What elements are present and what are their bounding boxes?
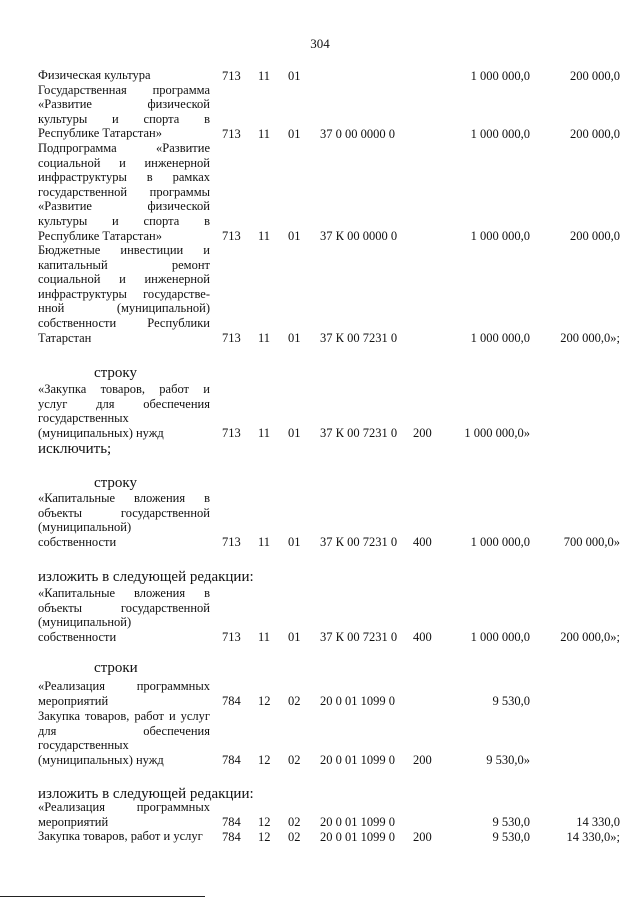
cell-c4: 20 0 01 1099 0 <box>320 753 395 768</box>
cell-c3: 02 <box>288 753 301 768</box>
cell-v2: 14 330,0»; <box>566 829 620 844</box>
row-name <box>38 243 210 345</box>
row-name-line: Республике Татарстан» <box>38 228 162 243</box>
row-name-line: (муниципальных) нужд <box>38 752 164 767</box>
row-name-line: Физическая культура <box>38 68 151 82</box>
row-name-line: «Реализация программных <box>38 800 210 814</box>
row-name-line: капитальный ремонт <box>38 257 210 272</box>
cell-v1: 1 000 000,0 <box>470 229 530 244</box>
row-name-line: культуры и спорта в <box>38 111 210 126</box>
row-name-line: государственных <box>38 738 129 753</box>
cell-c2: 11 <box>258 229 271 244</box>
row-name-line: мероприятий <box>38 693 109 708</box>
section-heading: строки <box>94 660 138 676</box>
cell-c1: 784 <box>222 694 241 709</box>
cell-c3: 01 <box>288 535 301 550</box>
row-name-line: инфраструктуры государстве- <box>38 286 210 301</box>
cell-v2: 200 000,0 <box>570 229 620 244</box>
row-name <box>38 586 210 644</box>
row-name-line: Закупка товаров, работ и услуг <box>38 829 203 843</box>
cell-v1: 1 000 000,0 <box>470 331 530 346</box>
row-name <box>38 709 210 767</box>
section-action: изложить в следующей редакции: <box>38 569 254 585</box>
cell-c1: 713 <box>222 126 241 141</box>
row-name <box>38 491 210 549</box>
cell-v2: 200 000,0»; <box>560 331 620 346</box>
cell-c1: 713 <box>222 68 241 83</box>
cell-c2: 12 <box>258 815 271 830</box>
cell-c4: 20 0 01 1099 0 <box>320 829 395 844</box>
cell-c5: 200 <box>413 753 432 768</box>
cell-c1: 713 <box>222 426 241 441</box>
cell-v2: 14 330,0 <box>576 815 620 830</box>
cell-c4: 37 К 00 7231 0 <box>320 426 398 441</box>
cell-c1: 713 <box>222 630 241 645</box>
cell-c2: 11 <box>258 630 271 645</box>
cell-v1: 9 530,0 <box>492 815 530 830</box>
row-name-line: «Развитие физической <box>38 97 210 112</box>
row-name-line: «Реализация программных <box>38 679 210 693</box>
cell-c4: 37 0 00 0000 0 <box>320 126 395 141</box>
row-name <box>38 382 210 440</box>
cell-v1: 1 000 000,0 <box>470 630 530 645</box>
cell-c3: 01 <box>288 630 301 645</box>
cell-v2: 200 000,0»; <box>560 630 620 645</box>
cell-c2: 11 <box>258 68 271 83</box>
cell-c2: 12 <box>258 694 271 709</box>
row-name-line: социальной и инженерной <box>38 272 210 287</box>
cell-c2: 11 <box>258 331 271 346</box>
row-name-line: Бюджетные инвестиции и <box>38 243 210 257</box>
row-name-line: для обеспечения <box>38 723 210 738</box>
row-name-line: государственных <box>38 411 129 426</box>
cell-c5: 200 <box>413 829 432 844</box>
cell-c4: 37 К 00 7231 0 <box>320 630 398 645</box>
row-name <box>38 68 210 83</box>
row-name-line: (муниципальных) нужд <box>38 425 164 440</box>
row-name-line: «Развитие физической <box>38 199 210 214</box>
cell-v2: 200 000,0 <box>570 126 620 141</box>
row-name-line: социальной и инженерной <box>38 155 210 170</box>
row-name-line: (муниципальной) <box>38 520 132 535</box>
row-name-line: «Капитальные вложения в <box>38 586 210 600</box>
row-name-line: услуг для обеспечения <box>38 396 210 411</box>
row-name-line: нной (муниципальной) <box>38 301 210 316</box>
cell-c4: 37 К 00 7231 0 <box>320 331 398 346</box>
cell-c5: 200 <box>413 426 432 441</box>
section-action: исключить; <box>38 441 112 457</box>
cell-c2: 11 <box>258 426 271 441</box>
cell-v1: 1 000 000,0 <box>470 68 530 83</box>
row-name-line: собственности <box>38 534 117 549</box>
cell-c3: 01 <box>288 126 301 141</box>
row-name <box>38 141 210 243</box>
cell-v1: 9 530,0 <box>492 829 530 844</box>
row-name <box>38 800 210 829</box>
row-name-line: «Закупка товаров, работ и <box>38 382 210 396</box>
cell-v1: 9 530,0 <box>492 694 530 709</box>
cell-c1: 784 <box>222 753 241 768</box>
cell-v2: 200 000,0 <box>570 68 620 83</box>
cell-v2: 700 000,0» <box>563 535 620 550</box>
row-name-line: «Капитальные вложения в <box>38 491 210 505</box>
cell-c3: 02 <box>288 815 301 830</box>
row-name-line: государственной программы <box>38 184 210 199</box>
cell-c3: 01 <box>288 331 301 346</box>
section-heading: строку <box>94 365 137 381</box>
cell-c3: 01 <box>288 229 301 244</box>
row-name-line: инфраструктуры в рамках <box>38 170 210 185</box>
row-name-line: Подпрограмма «Развитие <box>38 141 210 155</box>
row-name-line: культуры и спорта в <box>38 213 210 228</box>
row-name-line: Республике Татарстан» <box>38 126 162 141</box>
cell-c1: 713 <box>222 535 241 550</box>
section-action: изложить в следующей редакции: <box>38 786 254 802</box>
cell-c5: 400 <box>413 535 432 550</box>
section-heading: строку <box>94 475 137 491</box>
cell-c2: 11 <box>258 126 271 141</box>
page-number: 304 <box>310 36 330 51</box>
row-name <box>38 679 210 708</box>
cell-c3: 02 <box>288 829 301 844</box>
row-name-line: Государственная программа <box>38 82 210 97</box>
row-name-line: объекты государственной <box>38 505 210 520</box>
cell-c1: 713 <box>222 229 241 244</box>
cell-c3: 02 <box>288 694 301 709</box>
cell-v1: 1 000 000,0 <box>470 535 530 550</box>
row-name <box>38 829 210 844</box>
row-name-line: мероприятий <box>38 814 109 829</box>
cell-c1: 784 <box>222 829 241 844</box>
row-name-line: Закупка товаров, работ и услуг <box>38 709 210 723</box>
cell-c4: 20 0 01 1099 0 <box>320 694 395 709</box>
cell-v1: 9 530,0» <box>486 753 530 768</box>
cell-c4: 37 К 00 7231 0 <box>320 535 398 550</box>
cell-c5: 400 <box>413 630 432 645</box>
row-name-line: собственности <box>38 629 117 644</box>
cell-c1: 713 <box>222 331 241 346</box>
row-name <box>38 83 210 141</box>
cell-v1: 1 000 000,0 <box>470 126 530 141</box>
cell-c3: 01 <box>288 68 301 83</box>
row-name-line: собственности Республики <box>38 315 210 330</box>
row-name-line: (муниципальной) <box>38 615 132 630</box>
cell-c2: 11 <box>258 535 271 550</box>
footnote-separator <box>0 896 205 897</box>
cell-c4: 37 К 00 0000 0 <box>320 229 398 244</box>
row-name-line: объекты государственной <box>38 600 210 615</box>
cell-c2: 12 <box>258 753 271 768</box>
cell-c3: 01 <box>288 426 301 441</box>
cell-v1: 1 000 000,0» <box>464 426 530 441</box>
cell-c4: 20 0 01 1099 0 <box>320 815 395 830</box>
cell-c2: 12 <box>258 829 271 844</box>
row-name-line: Татарстан <box>38 330 92 345</box>
cell-c1: 784 <box>222 815 241 830</box>
